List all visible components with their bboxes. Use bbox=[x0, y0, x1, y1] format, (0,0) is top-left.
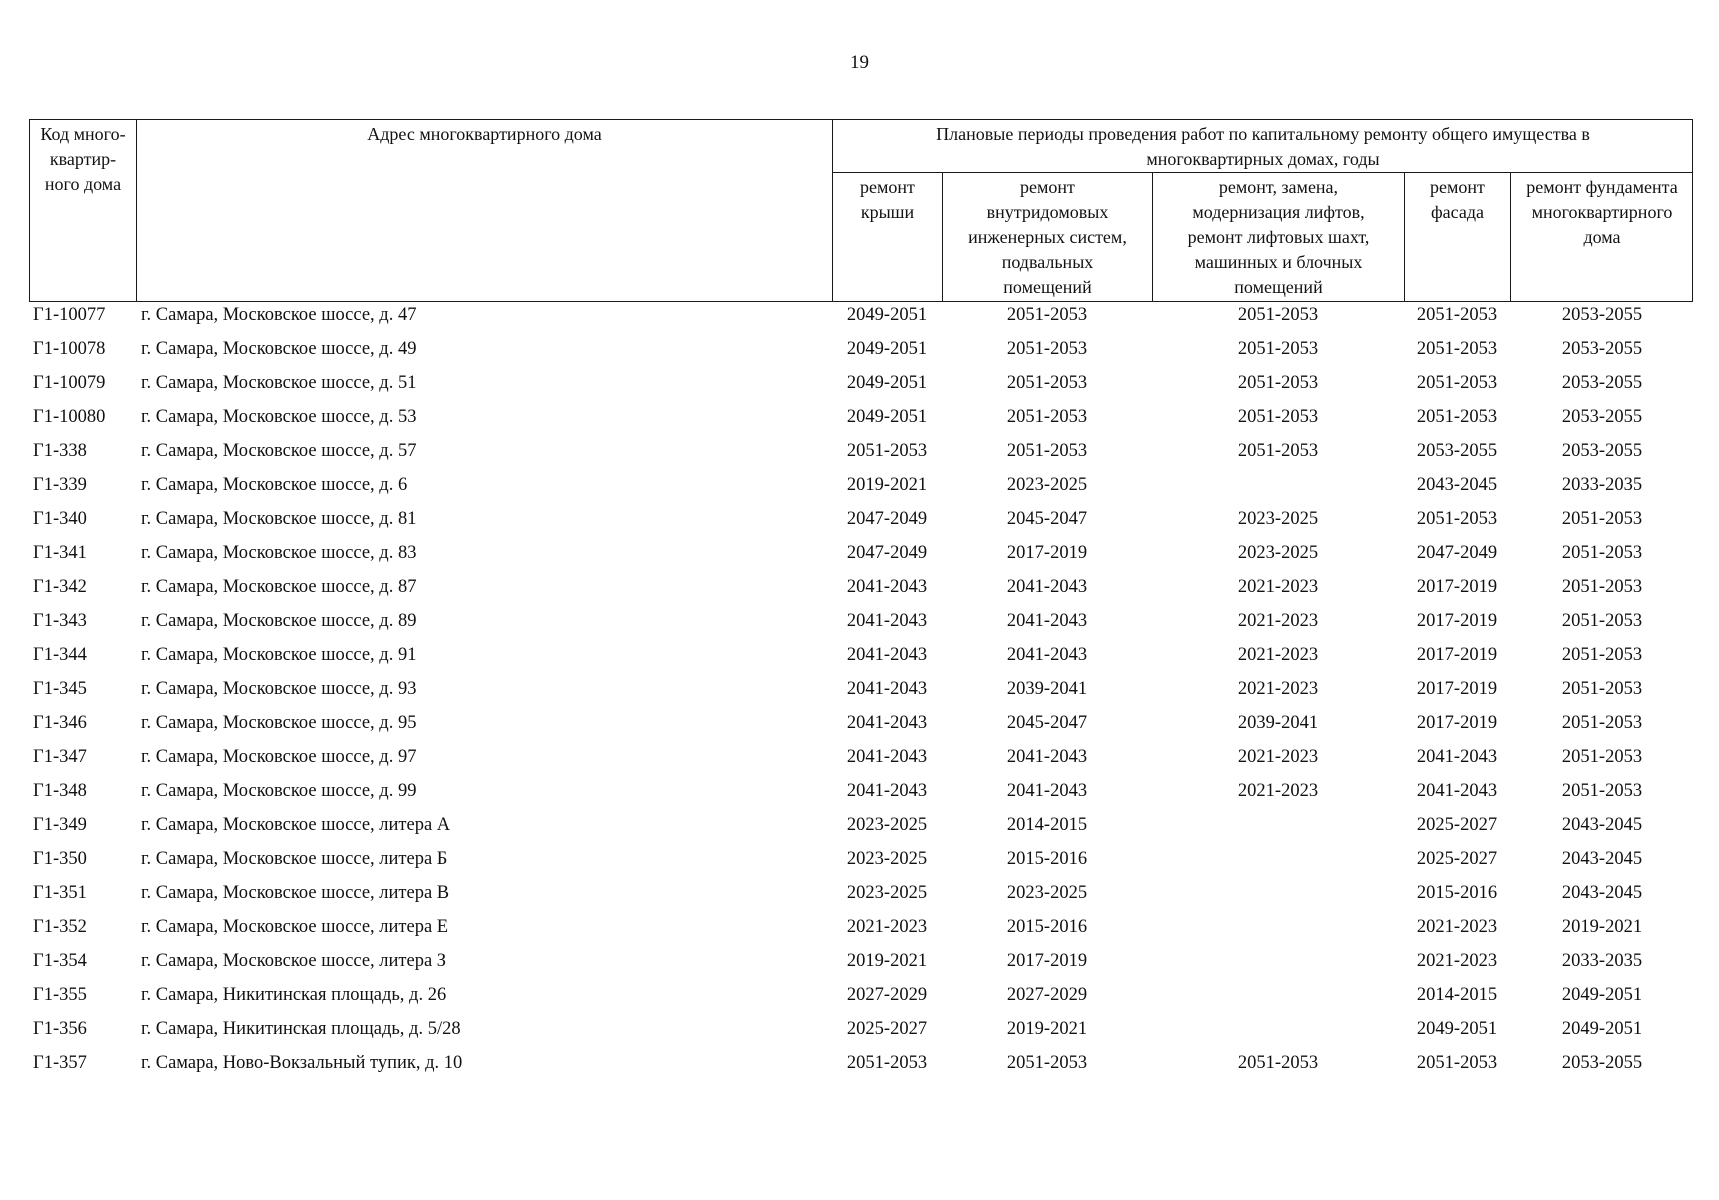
period-facade: 2053-2055 bbox=[1416, 441, 1498, 461]
header-address: Адрес многоквартирного дома bbox=[367, 124, 602, 144]
house-address: г. Самара, Московское шоссе, д. 95 bbox=[141, 713, 417, 733]
period-facade: 2017-2019 bbox=[1416, 645, 1498, 665]
period-lifts: 2021-2023 bbox=[1237, 577, 1319, 597]
house-address: г. Самара, Московское шоссе, литера З bbox=[141, 951, 447, 971]
period-roof: 2049-2051 bbox=[846, 373, 928, 393]
period-facade: 2051-2053 bbox=[1416, 305, 1498, 325]
period-foundation: 2043-2045 bbox=[1561, 883, 1643, 903]
table-row bbox=[0, 577, 1719, 611]
table-row bbox=[0, 475, 1719, 509]
period-facade: 2017-2019 bbox=[1416, 577, 1498, 597]
period-roof: 2047-2049 bbox=[846, 543, 928, 563]
house-code: Г1-344 bbox=[33, 645, 87, 665]
period-engineering: 2051-2053 bbox=[1006, 305, 1088, 325]
table-row bbox=[0, 713, 1719, 747]
table-row bbox=[0, 305, 1719, 339]
house-code: Г1-354 bbox=[33, 951, 87, 971]
house-address: г. Самара, Московское шоссе, д. 89 bbox=[141, 611, 417, 631]
period-foundation: 2051-2053 bbox=[1561, 611, 1643, 631]
header-code-line: ного дома bbox=[44, 174, 122, 194]
house-code: Г1-356 bbox=[33, 1019, 87, 1039]
period-roof: 2023-2025 bbox=[846, 883, 928, 903]
house-code: Г1-341 bbox=[33, 543, 87, 563]
period-foundation: 2053-2055 bbox=[1561, 305, 1643, 325]
period-engineering: 2023-2025 bbox=[1006, 883, 1088, 903]
period-roof: 2051-2053 bbox=[846, 441, 928, 461]
table-row bbox=[0, 373, 1719, 407]
table-row bbox=[0, 645, 1719, 679]
house-code: Г1-338 bbox=[33, 441, 87, 461]
period-facade: 2051-2053 bbox=[1416, 373, 1498, 393]
header-engineering-line: ремонт bbox=[1020, 177, 1075, 197]
period-engineering: 2045-2047 bbox=[1006, 713, 1088, 733]
table-row bbox=[0, 815, 1719, 849]
house-address: г. Самара, Московское шоссе, д. 97 bbox=[141, 747, 417, 767]
period-engineering: 2017-2019 bbox=[1006, 543, 1088, 563]
header-lifts-line: ремонт лифтовых шахт, bbox=[1187, 227, 1370, 247]
header-foundation-line: многоквартирного bbox=[1531, 202, 1673, 222]
house-address: г. Самара, Московское шоссе, д. 83 bbox=[141, 543, 417, 563]
table-row bbox=[0, 849, 1719, 883]
period-foundation: 2051-2053 bbox=[1561, 543, 1643, 563]
period-lifts: 2021-2023 bbox=[1237, 747, 1319, 767]
period-engineering: 2041-2043 bbox=[1006, 577, 1088, 597]
house-code: Г1-10079 bbox=[33, 373, 106, 393]
header-facade-line: ремонт bbox=[1430, 177, 1485, 197]
header-lifts-line: модернизация лифтов, bbox=[1192, 202, 1365, 222]
period-lifts: 2039-2041 bbox=[1237, 713, 1319, 733]
house-code: Г1-346 bbox=[33, 713, 87, 733]
period-roof: 2049-2051 bbox=[846, 339, 928, 359]
house-address: г. Самара, Московское шоссе, литера В bbox=[141, 883, 450, 903]
period-lifts: 2051-2053 bbox=[1237, 373, 1319, 393]
period-facade: 2051-2053 bbox=[1416, 1053, 1498, 1073]
period-engineering: 2017-2019 bbox=[1006, 951, 1088, 971]
house-address: г. Самара, Московское шоссе, литера А bbox=[141, 815, 451, 835]
period-engineering: 2027-2029 bbox=[1006, 985, 1088, 1005]
period-foundation: 2043-2045 bbox=[1561, 849, 1643, 869]
period-roof: 2041-2043 bbox=[846, 577, 928, 597]
divider bbox=[832, 172, 1693, 173]
period-foundation: 2051-2053 bbox=[1561, 747, 1643, 767]
period-engineering: 2051-2053 bbox=[1006, 373, 1088, 393]
period-facade: 2017-2019 bbox=[1416, 679, 1498, 699]
period-engineering: 2015-2016 bbox=[1006, 849, 1088, 869]
period-foundation: 2053-2055 bbox=[1561, 339, 1643, 359]
table-row bbox=[0, 883, 1719, 917]
period-engineering: 2023-2025 bbox=[1006, 475, 1088, 495]
period-facade: 2015-2016 bbox=[1416, 883, 1498, 903]
period-engineering: 2041-2043 bbox=[1006, 645, 1088, 665]
house-address: г. Самара, Московское шоссе, д. 57 bbox=[141, 441, 417, 461]
period-foundation: 2051-2053 bbox=[1561, 509, 1643, 529]
period-foundation: 2033-2035 bbox=[1561, 951, 1643, 971]
period-roof: 2041-2043 bbox=[846, 781, 928, 801]
period-engineering: 2039-2041 bbox=[1006, 679, 1088, 699]
period-foundation: 2051-2053 bbox=[1561, 781, 1643, 801]
header-facade bbox=[1405, 175, 1510, 225]
header-roof-line: ремонт bbox=[860, 177, 915, 197]
period-roof: 2041-2043 bbox=[846, 747, 928, 767]
house-code: Г1-355 bbox=[33, 985, 87, 1005]
table-row bbox=[0, 951, 1719, 985]
period-facade: 2021-2023 bbox=[1416, 917, 1498, 937]
period-foundation: 2043-2045 bbox=[1561, 815, 1643, 835]
house-address: г. Самара, Никитинская площадь, д. 5/28 bbox=[141, 1019, 461, 1039]
period-facade: 2017-2019 bbox=[1416, 611, 1498, 631]
period-foundation: 2051-2053 bbox=[1561, 679, 1643, 699]
period-facade: 2051-2053 bbox=[1416, 509, 1498, 529]
period-foundation: 2053-2055 bbox=[1561, 373, 1643, 393]
house-address: г. Самара, Московское шоссе, литера Е bbox=[141, 917, 449, 937]
header-engineering-line: помещений bbox=[1003, 277, 1092, 297]
header-code-line: квартир- bbox=[49, 149, 117, 169]
house-address: г. Самара, Московское шоссе, д. 47 bbox=[141, 305, 417, 325]
period-facade: 2051-2053 bbox=[1416, 339, 1498, 359]
period-lifts: 2023-2025 bbox=[1237, 509, 1319, 529]
period-facade: 2043-2045 bbox=[1416, 475, 1498, 495]
house-address: г. Самара, Московское шоссе, д. 53 bbox=[141, 407, 417, 427]
header-engineering bbox=[943, 175, 1152, 300]
period-facade: 2047-2049 bbox=[1416, 543, 1498, 563]
header-foundation bbox=[1511, 175, 1693, 250]
period-roof: 2041-2043 bbox=[846, 713, 928, 733]
table-row bbox=[0, 985, 1719, 1019]
house-address: г. Самара, Московское шоссе, д. 81 bbox=[141, 509, 417, 529]
period-lifts: 2051-2053 bbox=[1237, 339, 1319, 359]
period-engineering: 2051-2053 bbox=[1006, 339, 1088, 359]
period-roof: 2025-2027 bbox=[846, 1019, 928, 1039]
header-engineering-line: подвальных bbox=[1001, 252, 1094, 272]
house-code: Г1-343 bbox=[33, 611, 87, 631]
period-engineering: 2014-2015 bbox=[1006, 815, 1088, 835]
period-foundation: 2019-2021 bbox=[1561, 917, 1643, 937]
period-engineering: 2041-2043 bbox=[1006, 747, 1088, 767]
table-row bbox=[0, 1053, 1719, 1087]
period-facade: 2051-2053 bbox=[1416, 407, 1498, 427]
period-roof: 2027-2029 bbox=[846, 985, 928, 1005]
period-foundation: 2053-2055 bbox=[1561, 1053, 1643, 1073]
house-code: Г1-345 bbox=[33, 679, 87, 699]
table-row bbox=[0, 543, 1719, 577]
period-foundation: 2051-2053 bbox=[1561, 645, 1643, 665]
house-code: Г1-10080 bbox=[33, 407, 106, 427]
period-roof: 2047-2049 bbox=[846, 509, 928, 529]
period-roof: 2041-2043 bbox=[846, 611, 928, 631]
house-code: Г1-347 bbox=[33, 747, 87, 767]
period-facade: 2049-2051 bbox=[1416, 1019, 1498, 1039]
header-periods-line: многоквартирных домах, годы bbox=[1146, 149, 1380, 169]
period-lifts: 2021-2023 bbox=[1237, 781, 1319, 801]
period-roof: 2051-2053 bbox=[846, 1053, 928, 1073]
period-facade: 2025-2027 bbox=[1416, 849, 1498, 869]
house-address: г. Самара, Московское шоссе, литера Б bbox=[141, 849, 448, 869]
period-roof: 2041-2043 bbox=[846, 645, 928, 665]
period-roof: 2019-2021 bbox=[846, 475, 928, 495]
header-facade-line: фасада bbox=[1431, 202, 1484, 222]
period-facade: 2014-2015 bbox=[1416, 985, 1498, 1005]
house-code: Г1-348 bbox=[33, 781, 87, 801]
period-roof: 2041-2043 bbox=[846, 679, 928, 699]
header-roof bbox=[833, 175, 942, 225]
house-address: г. Самара, Московское шоссе, д. 51 bbox=[141, 373, 417, 393]
header-lifts-line: помещений bbox=[1234, 277, 1323, 297]
period-lifts: 2023-2025 bbox=[1237, 543, 1319, 563]
period-roof: 2023-2025 bbox=[846, 849, 928, 869]
house-code: Г1-339 bbox=[33, 475, 87, 495]
header-engineering-line: внутридомовых bbox=[986, 202, 1109, 222]
house-address: г. Самара, Московское шоссе, д. 93 bbox=[141, 679, 417, 699]
period-engineering: 2041-2043 bbox=[1006, 781, 1088, 801]
header-foundation-line: дома bbox=[1583, 227, 1621, 247]
period-foundation: 2049-2051 bbox=[1561, 985, 1643, 1005]
page-number: 19 bbox=[850, 52, 869, 73]
period-foundation: 2051-2053 bbox=[1561, 713, 1643, 733]
table-row bbox=[0, 917, 1719, 951]
period-engineering: 2051-2053 bbox=[1006, 1053, 1088, 1073]
period-lifts: 2051-2053 bbox=[1237, 441, 1319, 461]
period-lifts: 2021-2023 bbox=[1237, 611, 1319, 631]
header-engineering-line: инженерных систем, bbox=[968, 227, 1127, 247]
period-engineering: 2019-2021 bbox=[1006, 1019, 1088, 1039]
period-facade: 2025-2027 bbox=[1416, 815, 1498, 835]
period-facade: 2041-2043 bbox=[1416, 781, 1498, 801]
period-foundation: 2051-2053 bbox=[1561, 577, 1643, 597]
period-engineering: 2051-2053 bbox=[1006, 441, 1088, 461]
table-row bbox=[0, 747, 1719, 781]
table-row bbox=[0, 781, 1719, 815]
header-foundation-line: ремонт фундамента bbox=[1526, 177, 1678, 197]
header-code-line: Код много- bbox=[40, 124, 126, 144]
period-roof: 2049-2051 bbox=[846, 407, 928, 427]
header-periods-line: Плановые периоды проведения работ по капитальному ремонту общего имущества в bbox=[936, 124, 1590, 144]
house-address: г. Самара, Ново-Вокзальный тупик, д. 10 bbox=[141, 1053, 463, 1073]
table-row bbox=[0, 611, 1719, 645]
header-lifts-line: ремонт, замена, bbox=[1218, 177, 1339, 197]
header-periods-title bbox=[833, 122, 1693, 172]
period-foundation: 2053-2055 bbox=[1561, 407, 1643, 427]
house-code: Г1-342 bbox=[33, 577, 87, 597]
period-facade: 2041-2043 bbox=[1416, 747, 1498, 767]
period-roof: 2049-2051 bbox=[846, 305, 928, 325]
table-row bbox=[0, 679, 1719, 713]
period-facade: 2017-2019 bbox=[1416, 713, 1498, 733]
house-address: г. Самара, Московское шоссе, д. 6 bbox=[141, 475, 408, 495]
period-engineering: 2041-2043 bbox=[1006, 611, 1088, 631]
period-foundation: 2049-2051 bbox=[1561, 1019, 1643, 1039]
house-code: Г1-352 bbox=[33, 917, 87, 937]
header-lifts-line: машинных и блочных bbox=[1194, 252, 1363, 272]
period-foundation: 2053-2055 bbox=[1561, 441, 1643, 461]
period-lifts: 2051-2053 bbox=[1237, 1053, 1319, 1073]
table-row bbox=[0, 407, 1719, 441]
period-roof: 2023-2025 bbox=[846, 815, 928, 835]
house-code: Г1-349 bbox=[33, 815, 87, 835]
period-roof: 2021-2023 bbox=[846, 917, 928, 937]
house-code: Г1-357 bbox=[33, 1053, 87, 1073]
period-engineering: 2045-2047 bbox=[1006, 509, 1088, 529]
period-engineering: 2051-2053 bbox=[1006, 407, 1088, 427]
house-address: г. Самара, Московское шоссе, д. 49 bbox=[141, 339, 417, 359]
house-code: Г1-350 bbox=[33, 849, 87, 869]
period-lifts: 2021-2023 bbox=[1237, 645, 1319, 665]
house-address: г. Самара, Никитинская площадь, д. 26 bbox=[141, 985, 447, 1005]
table-row bbox=[0, 441, 1719, 475]
period-lifts: 2051-2053 bbox=[1237, 305, 1319, 325]
house-code: Г1-10077 bbox=[33, 305, 106, 325]
header-code bbox=[30, 122, 136, 197]
period-engineering: 2015-2016 bbox=[1006, 917, 1088, 937]
header-lifts bbox=[1153, 175, 1404, 300]
period-foundation: 2033-2035 bbox=[1561, 475, 1643, 495]
house-code: Г1-340 bbox=[33, 509, 87, 529]
house-address: г. Самара, Московское шоссе, д. 87 bbox=[141, 577, 417, 597]
header-roof-line: крыши bbox=[860, 202, 915, 222]
period-facade: 2021-2023 bbox=[1416, 951, 1498, 971]
period-roof: 2019-2021 bbox=[846, 951, 928, 971]
house-address: г. Самара, Московское шоссе, д. 91 bbox=[141, 645, 417, 665]
house-code: Г1-351 bbox=[33, 883, 87, 903]
table-row bbox=[0, 509, 1719, 543]
period-lifts: 2021-2023 bbox=[1237, 679, 1319, 699]
house-code: Г1-10078 bbox=[33, 339, 106, 359]
house-address: г. Самара, Московское шоссе, д. 99 bbox=[141, 781, 417, 801]
table-row bbox=[0, 339, 1719, 373]
period-lifts: 2051-2053 bbox=[1237, 407, 1319, 427]
table-row bbox=[0, 1019, 1719, 1053]
